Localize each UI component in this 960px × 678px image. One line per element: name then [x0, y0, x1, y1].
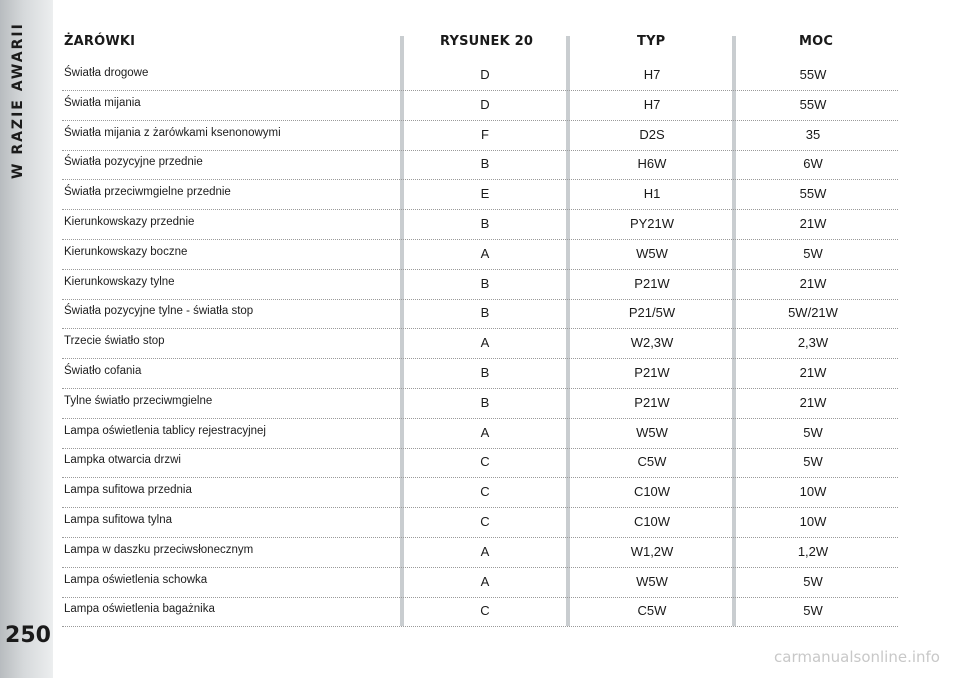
table-row — [62, 596, 898, 627]
bulb-name-cell: Światła przeciwmgielne przednie — [64, 186, 231, 199]
bulb-name-cell: Lampka otwarcia drzwi — [64, 454, 181, 467]
bulb-table — [62, 30, 898, 630]
type-cell: D2S — [639, 126, 665, 142]
figure-cell: B — [480, 275, 490, 291]
type-cell: W5W — [636, 424, 668, 440]
table-row — [62, 507, 898, 538]
table-row — [62, 90, 898, 121]
type-cell: H1 — [643, 186, 661, 202]
power-cell: 21W — [799, 275, 827, 291]
figure-cell: E — [480, 186, 490, 202]
bulb-name-cell: Lampa oświetlenia schowka — [64, 573, 208, 586]
figure-cell: D — [480, 96, 490, 112]
table-row — [62, 269, 898, 300]
type-cell: P21W — [634, 365, 670, 380]
section-title: W RAZIE AWARII — [10, 22, 26, 179]
header-figure: RYSUNEK 20 — [440, 34, 534, 49]
power-cell: 10W — [799, 484, 827, 500]
type-cell: P21W — [634, 275, 670, 291]
figure-cell: B — [480, 216, 490, 231]
figure-cell: B — [480, 156, 490, 172]
bulb-name-cell: Lampa w daszku przeciwsłonecznym — [64, 543, 254, 556]
type-cell: C10W — [633, 484, 671, 500]
type-cell: W1,2W — [630, 543, 674, 559]
power-cell: 5W — [803, 454, 823, 470]
figure-cell: C — [480, 603, 490, 619]
bulb-name-cell: Lampa sufitowa przednia — [64, 484, 192, 497]
sidebar — [0, 0, 53, 678]
power-cell: 55W — [799, 186, 827, 202]
table-row — [62, 60, 898, 91]
table-row — [62, 418, 898, 449]
figure-cell: A — [480, 543, 490, 559]
power-cell: 5W — [803, 245, 823, 261]
power-cell: 55W — [799, 96, 827, 112]
type-cell: H6W — [637, 156, 667, 172]
table-row — [62, 358, 898, 389]
figure-cell: B — [480, 365, 490, 380]
figure-cell: A — [480, 335, 490, 351]
figure-cell: F — [481, 126, 489, 142]
type-cell: W5W — [636, 245, 668, 261]
table-row — [62, 447, 898, 478]
power-cell: 35 — [805, 126, 821, 142]
table-row — [62, 328, 898, 359]
bulb-name-cell: Światło cofania — [64, 365, 142, 377]
table-row — [62, 388, 898, 419]
table-row — [62, 567, 898, 598]
type-cell: W2,3W — [630, 335, 674, 351]
header-power: MOC — [799, 34, 834, 49]
type-cell: P21/5W — [628, 305, 676, 321]
bulb-name-cell: Kierunkowskazy przednie — [64, 216, 195, 228]
power-cell: 21W — [799, 365, 827, 380]
power-cell: 10W — [799, 514, 827, 529]
bulb-name-cell: Lampa oświetlenia bagażnika — [64, 603, 215, 616]
table-row — [62, 209, 898, 240]
power-cell: 5W — [803, 573, 823, 589]
power-cell: 5W/21W — [788, 305, 838, 321]
figure-cell: C — [480, 454, 490, 470]
bulb-name-cell: Światła mijania z żarówkami ksenonowymi — [64, 126, 281, 139]
type-cell: C10W — [633, 514, 671, 529]
power-cell: 55W — [799, 67, 827, 82]
figure-cell: B — [480, 305, 490, 321]
type-cell: H7 — [643, 96, 661, 112]
figure-cell: B — [480, 394, 490, 410]
type-cell: PY21W — [629, 216, 675, 231]
bulb-name-cell: Kierunkowskazy boczne — [64, 245, 188, 258]
type-cell: W5W — [636, 573, 668, 589]
bulb-name-cell: Światła mijania — [64, 96, 141, 109]
figure-cell: D — [480, 67, 490, 82]
table-row — [62, 298, 898, 329]
bulb-name-cell: Lampa sufitowa tylna — [64, 514, 173, 526]
bulb-name-cell: Lampa oświetlenia tablicy rejestracyjnej — [64, 424, 266, 437]
header-type: TYP — [637, 34, 666, 49]
power-cell: 21W — [799, 216, 827, 231]
power-cell: 5W — [803, 603, 823, 619]
bulb-name-cell: Kierunkowskazy tylne — [64, 275, 175, 288]
power-cell: 2,3W — [797, 335, 829, 351]
bulb-name-cell: Światła drogowe — [64, 67, 149, 79]
power-cell: 1,2W — [797, 543, 829, 559]
figure-cell: C — [480, 514, 490, 529]
table-row — [62, 537, 898, 568]
figure-cell: A — [480, 245, 490, 261]
page-number: 250 — [5, 623, 51, 648]
figure-cell: A — [480, 573, 490, 589]
type-cell: H7 — [643, 67, 661, 82]
bulb-name-cell: Tylne światło przeciwmgielne — [64, 394, 213, 407]
table-row — [62, 120, 898, 151]
power-cell: 5W — [803, 424, 823, 440]
table-row — [62, 477, 898, 508]
table-row — [62, 179, 898, 210]
type-cell: C5W — [637, 603, 667, 619]
bulb-name-cell: Światła pozycyjne przednie — [64, 156, 203, 169]
table-row — [62, 239, 898, 270]
header-bulbs: ŻARÓWKI — [64, 34, 136, 49]
figure-cell: C — [480, 484, 490, 500]
watermark: carmanualsonline.info — [774, 648, 940, 666]
bulb-name-cell: Trzecie światło stop — [64, 335, 165, 348]
type-cell: C5W — [637, 454, 667, 470]
figure-cell: A — [480, 424, 490, 440]
power-cell: 21W — [799, 394, 827, 410]
bulb-name-cell: Światła pozycyjne tylne - światła stop — [64, 305, 254, 318]
power-cell: 6W — [803, 156, 823, 172]
table-row — [62, 149, 898, 180]
type-cell: P21W — [634, 394, 670, 410]
